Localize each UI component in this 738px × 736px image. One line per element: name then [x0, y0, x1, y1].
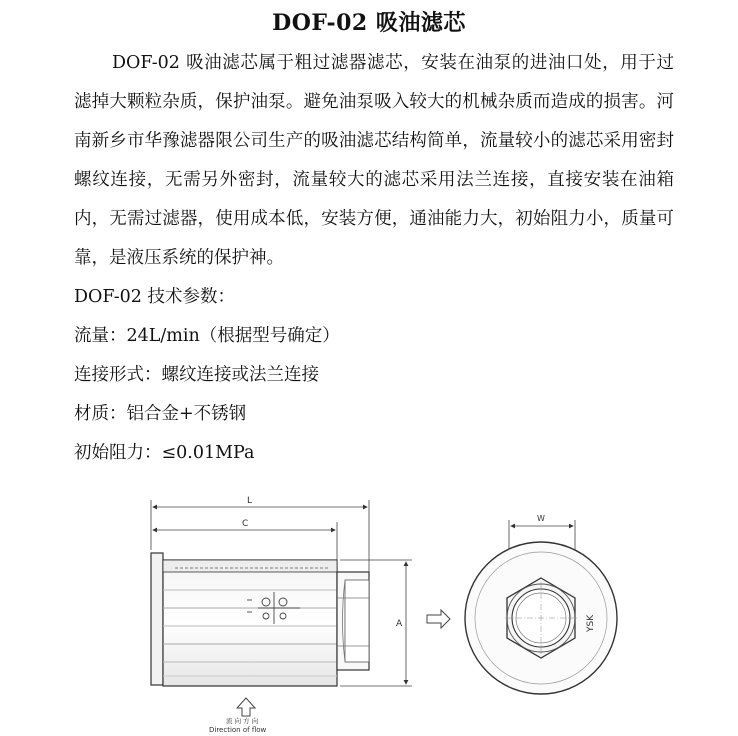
intro-paragraph	[74, 44, 674, 278]
technical-drawing	[0, 480, 738, 736]
dim-C-label: C	[242, 519, 249, 529]
spec-connection: 连接形式：螺纹连接或法兰连接	[74, 365, 319, 385]
dimension-C	[153, 519, 337, 562]
flow-label-en: Direction of flow	[209, 726, 267, 734]
filter-end-view	[465, 514, 617, 694]
specs-heading: DOF-02 技术参数：	[74, 287, 235, 307]
spec-resistance: 初始阻力：≤0.01MPa	[74, 443, 255, 463]
dim-L-label: L	[247, 496, 253, 506]
flow-arrow-icon	[209, 698, 267, 734]
intro-text: DOF-02 吸油滤芯属于粗过滤器滤芯，安装在油泵的进油口处，用于过滤掉大颗粒杂质，保护油泵。避免油泵吸入较大的机械杂质而造成的损害。河南新乡市华豫滤器限公司生产的吸油滤芯结构简单，流量较小的滤芯采用密封螺纹连接，无需另外密封，流量较大的滤芯采用法兰连接，直接安装在油箱内，无需过滤器，使用成本低，安装方便，通油能力大，初始阻力小，质量可靠，是液压系统的保护神。	[74, 53, 674, 268]
spec-material: 材质：铝合金+不锈钢	[74, 404, 247, 424]
dim-W-label: W	[537, 514, 545, 523]
flow-label-cn: 流 向 方 向	[226, 717, 259, 725]
filter-side-view	[151, 553, 369, 686]
spec-flow: 流量：24L/min（根据型号确定）	[74, 326, 340, 346]
page-title: DOF-02 吸油滤芯	[272, 10, 466, 36]
brand-label: YSK	[586, 614, 596, 632]
view-arrow-icon	[427, 610, 450, 628]
dim-A-label: A	[396, 619, 403, 629]
